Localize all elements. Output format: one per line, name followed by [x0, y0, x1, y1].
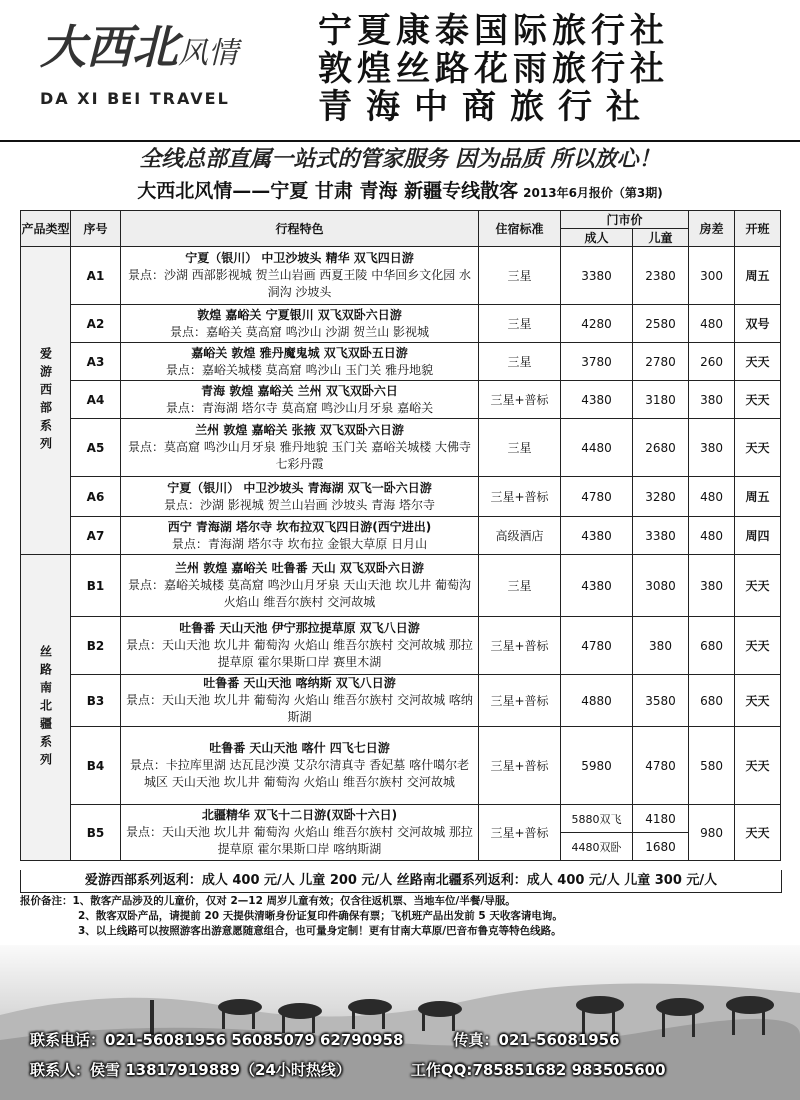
agency-name: 敦煌丝路花雨旅行社 [318, 49, 669, 89]
room-supplement: 300 [689, 247, 735, 305]
person-label: 联系人： [30, 1061, 91, 1079]
itinerary-title: 嘉峪关 敦煌 雅丹魔鬼城 双飞双卧五日游 [191, 345, 408, 360]
table-row [21, 555, 781, 617]
departure-days: 天天 [735, 419, 781, 477]
hotel-standard: 三星+普标 [479, 477, 561, 517]
row-number: B3 [71, 675, 121, 727]
room-supplement: 480 [689, 517, 735, 555]
row-number: A4 [71, 381, 121, 419]
slogan: 全线总部直属一站式的管家服务 因为品质 所以放心！ [139, 146, 661, 172]
agency-list [318, 12, 768, 126]
child-price: 3080 [633, 555, 689, 617]
header-hotel: 住宿标准 [479, 211, 561, 247]
row-number: A1 [71, 247, 121, 305]
itinerary-spots: 景点：嘉峪关城楼 莫高窟 鸣沙山月牙泉 天山天池 坎儿井 葡萄沟 火焰山 维吾尔族村 交河故城 [127, 578, 472, 609]
child-price: 3180 [633, 381, 689, 419]
adult-price: 5980 [561, 727, 633, 805]
table-row [21, 381, 781, 419]
hotel-standard: 高级酒店 [479, 517, 561, 555]
adult-price: 4380 [561, 381, 633, 419]
table-row [21, 517, 781, 555]
page-subtitle [0, 176, 800, 203]
room-supplement: 480 [689, 477, 735, 517]
category-cell: 爱游西部系列 [21, 247, 71, 555]
table-row [21, 727, 781, 805]
itinerary-cell [121, 675, 479, 727]
hotel-standard: 三星 [479, 343, 561, 381]
phone-label: 联系电话： [30, 1031, 106, 1049]
agency-name: 青海中商旅行社 [318, 87, 654, 127]
header [0, 0, 800, 140]
itinerary-cell [121, 305, 479, 343]
itinerary-cell [121, 555, 479, 617]
itinerary-title: 北疆精华 双飞十二日游(双卧十六日) [201, 808, 398, 822]
adult-price: 4780 [561, 477, 633, 517]
table-row [21, 247, 781, 305]
header-adult: 成人 [561, 229, 633, 247]
itinerary-cell [121, 617, 479, 675]
table-row [21, 419, 781, 477]
room-supplement: 380 [689, 419, 735, 477]
itinerary-spots: 景点：沙湖 西部影视城 贺兰山岩画 西夏王陵 中华回乡文化园 水洞沟 沙坡头 [127, 268, 472, 299]
itinerary-spots: 景点：天山天池 坎儿井 葡萄沟 火焰山 维吾尔族村 交河故城 那拉提草原 霍尔果斯口岸 赛里木湖 [126, 638, 473, 669]
child-price: 1680 [633, 833, 689, 861]
adult-price: 4380 [561, 517, 633, 555]
itinerary-spots: 景点：天山天池 坎儿井 葡萄沟 火焰山 维吾尔族村 交河故城 喀纳斯湖 [126, 693, 473, 724]
departure-days: 周五 [735, 247, 781, 305]
note-line: 2、散客双卧产品，请提前 20 天提供清晰身份证复印件确保有票；飞机班产品出发前 5 天收客请电询。 [78, 910, 563, 922]
contact-person-line [30, 1059, 666, 1080]
qq-label: 工作QQ: [410, 1061, 473, 1079]
itinerary-spots: 景点：卡拉库里湖 达瓦昆沙漠 艾尕尔清真寺 香妃墓 喀什噶尔老城区 天山天池 坎儿井 葡萄沟 火焰山 维吾尔族村 交河故城 [129, 758, 470, 789]
itinerary-spots: 景点：沙湖 影视城 贺兰山岩画 沙坡头 青海 塔尔寺 [163, 497, 436, 512]
itinerary-title: 吐鲁番 天山天池 喀纳斯 双飞八日游 [203, 676, 396, 690]
agency-name: 宁夏康泰国际旅行社 [318, 11, 669, 51]
category-cell: 丝路南北疆系列 [21, 555, 71, 861]
departure-days: 双号 [735, 305, 781, 343]
row-number: B2 [71, 617, 121, 675]
child-price: 2680 [633, 419, 689, 477]
slogan-bar [0, 140, 800, 172]
adult-price: 4880 [561, 675, 633, 727]
row-number: A6 [71, 477, 121, 517]
header-ticket: 门市价 [561, 211, 689, 229]
hotel-standard: 三星 [479, 419, 561, 477]
itinerary-spots: 景点：嘉峪关 莫高窟 鸣沙山 沙湖 贺兰山 影视城 [169, 324, 430, 339]
departure-days: 天天 [735, 381, 781, 419]
header-itinerary: 行程特色 [121, 211, 479, 247]
itinerary-title: 吐鲁番 天山天池 伊宁那拉提草原 双飞八日游 [179, 621, 420, 635]
itinerary-cell [121, 477, 479, 517]
child-price: 4180 [633, 805, 689, 833]
price-table-body [21, 247, 781, 861]
header-category: 产品类型 [21, 211, 71, 247]
header-depart: 开班 [735, 211, 781, 247]
child-price: 4780 [633, 727, 689, 805]
table-row [21, 477, 781, 517]
adult-price: 4780 [561, 617, 633, 675]
adult-price: 3380 [561, 247, 633, 305]
itinerary-cell [121, 381, 479, 419]
row-number: B1 [71, 555, 121, 617]
logo-main-text: 大西北 [40, 20, 178, 74]
departure-days: 天天 [735, 617, 781, 675]
itinerary-title: 兰州 敦煌 嘉峪关 吐鲁番 天山 双飞双卧六日游 [175, 561, 424, 575]
table-row [21, 305, 781, 343]
itinerary-cell [121, 805, 479, 861]
subtitle-main: 大西北风情——宁夏 甘肃 青海 新疆专线散客 [137, 180, 519, 202]
departure-days: 周四 [735, 517, 781, 555]
itinerary-spots: 景点：嘉峪关城楼 莫高窟 鸣沙山 玉门关 雅丹地貌 [165, 362, 434, 377]
table-row [21, 617, 781, 675]
row-number: B4 [71, 727, 121, 805]
row-number: A5 [71, 419, 121, 477]
table-row [21, 675, 781, 727]
hotel-standard: 三星+普标 [479, 381, 561, 419]
room-supplement: 980 [689, 805, 735, 861]
room-supplement: 380 [689, 555, 735, 617]
price-table [20, 210, 781, 861]
phone-numbers[interactable]: 021-56081956 56085079 62790958 [105, 1031, 404, 1049]
row-number: A2 [71, 305, 121, 343]
note-line: 报价备注：1、散客产品涉及的儿童价，仅对 2—12 周岁儿童有效；仅含往返机票、当地车位/半餐/导服。 [20, 895, 516, 907]
hotel-standard: 三星+普标 [479, 675, 561, 727]
itinerary-spots: 景点：莫高窟 鸣沙山月牙泉 雅丹地貌 玉门关 嘉峪关城楼 大佛寺 七彩丹霞 [127, 440, 472, 471]
departure-days: 天天 [735, 805, 781, 861]
adult-price: 4380 [561, 555, 633, 617]
adult-price: 3780 [561, 343, 633, 381]
fax-number[interactable]: 021-56081956 [498, 1031, 620, 1049]
row-number: B5 [71, 805, 121, 861]
note-line: 3、以上线路可以按照游客出游意愿随意组合，也可量身定制！更有甘南大草原/巴音布鲁克等特色线路。 [78, 925, 562, 937]
child-price: 2780 [633, 343, 689, 381]
itinerary-cell [121, 727, 479, 805]
itinerary-cell [121, 419, 479, 477]
itinerary-title: 宁夏（银川） 中卫沙坡头 青海湖 双飞一卧六日游 [167, 480, 432, 495]
adult-price: 4480双卧 [561, 833, 633, 861]
hotel-standard: 三星 [479, 247, 561, 305]
notes [20, 894, 780, 939]
table-row [21, 805, 781, 833]
itinerary-spots: 景点：青海湖 塔尔寺 莫高窟 鸣沙山月牙泉 嘉峪关 [165, 400, 434, 415]
contact-phone-line [30, 1029, 620, 1050]
itinerary-title: 敦煌 嘉峪关 宁夏银川 双飞双卧六日游 [197, 307, 402, 322]
logo-english-text: DA XI BEI TRAVEL [40, 89, 230, 108]
room-supplement: 480 [689, 305, 735, 343]
departure-days: 天天 [735, 343, 781, 381]
qq-numbers[interactable]: 785851682 983505600 [472, 1061, 666, 1079]
itinerary-spots: 景点：青海湖 塔尔寺 坎布拉 金银大草原 日月山 [171, 536, 428, 551]
room-supplement: 580 [689, 727, 735, 805]
room-supplement: 380 [689, 381, 735, 419]
header-child: 儿童 [633, 229, 689, 247]
header-no: 序号 [71, 211, 121, 247]
child-price: 3280 [633, 477, 689, 517]
itinerary-title: 吐鲁番 天山天池 喀什 四飞七日游 [209, 741, 390, 755]
room-supplement: 260 [689, 343, 735, 381]
departure-days: 天天 [735, 555, 781, 617]
departure-days: 天天 [735, 727, 781, 805]
room-supplement: 680 [689, 675, 735, 727]
table-row [21, 343, 781, 381]
child-price: 2580 [633, 305, 689, 343]
room-supplement: 680 [689, 617, 735, 675]
adult-price: 4280 [561, 305, 633, 343]
person-info[interactable]: 侯雪 13817919889（24小时热线） [90, 1061, 351, 1079]
itinerary-title: 宁夏（银川） 中卫沙坡头 精华 双飞四日游 [185, 251, 414, 265]
fax-label: 传真： [453, 1031, 499, 1049]
itinerary-title: 青海 敦煌 嘉峪关 兰州 双飞双卧六日 [201, 383, 398, 398]
logo-script-text: 风情 [178, 36, 238, 71]
hotel-standard: 三星+普标 [479, 727, 561, 805]
departure-days: 周五 [735, 477, 781, 517]
itinerary-title: 兰州 敦煌 嘉峪关 张掖 双飞双卧六日游 [195, 423, 404, 437]
row-number: A7 [71, 517, 121, 555]
itinerary-spots: 景点：天山天池 坎儿井 葡萄沟 火焰山 维吾尔族村 交河故城 那拉提草原 霍尔果斯口岸 喀纳斯湖 [126, 825, 473, 856]
itinerary-cell [121, 517, 479, 555]
header-room: 房差 [689, 211, 735, 247]
itinerary-cell [121, 247, 479, 305]
rebate-line: 爱游西部系列返利：成人 400 元/人 儿童 200 元/人 丝路南北疆系列返利：成人 400 元/人 儿童 300 元/人 [20, 870, 782, 893]
hotel-standard: 三星+普标 [479, 617, 561, 675]
adult-price: 5880双飞 [561, 805, 633, 833]
brand-logo [40, 22, 280, 108]
departure-days: 天天 [735, 675, 781, 727]
row-number: A3 [71, 343, 121, 381]
itinerary-title: 西宁 青海湖 塔尔寺 坎布拉双飞四日游(西宁进出) [167, 519, 432, 534]
subtitle-date: 2013年6月报价（第3期) [523, 186, 663, 200]
hotel-standard: 三星 [479, 555, 561, 617]
child-price: 3580 [633, 675, 689, 727]
hotel-standard: 三星 [479, 305, 561, 343]
desert-camel-photo [0, 945, 800, 1100]
child-price: 2380 [633, 247, 689, 305]
hotel-standard: 三星+普标 [479, 805, 561, 861]
child-price: 380 [633, 617, 689, 675]
adult-price: 4480 [561, 419, 633, 477]
child-price: 3380 [633, 517, 689, 555]
itinerary-cell [121, 343, 479, 381]
